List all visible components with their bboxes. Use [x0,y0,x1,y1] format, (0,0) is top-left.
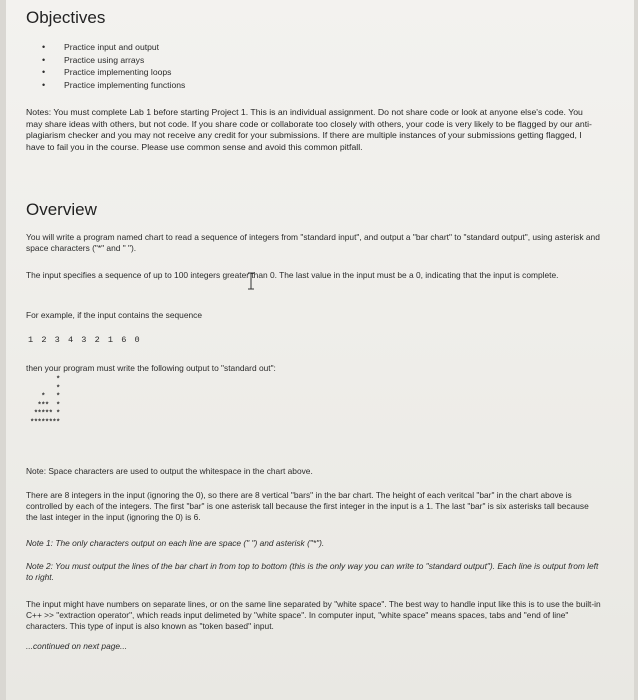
output-intro: then your program must write the following output to "standard out": [26,363,276,373]
overview-intro: You will write a program named chart to read a sequence of integers from "standard input", and output a "bar chart" to "standard output", using asterisk and space characters ("*" and " "). [26,232,600,254]
explanation-paragraph: There are 8 integers in the input (ignoring the 0), so there are 8 vertical "bars" in the bar chart. The height of each veritcal "bar" in the chart above is controlled by each of the integers. The first "bar" is one asterisk tall because the first integer in the input is a 1. The last "bar" is six asterisks tall because the last integer in the input (ignoring the 0) is 6. [26,490,589,523]
objective-item: • Practice using arrays [42,54,185,67]
objectives-heading: Objectives [26,8,106,27]
note-space: Note: Space characters are used to output the whitespace in the chart above. [26,466,313,476]
bar-chart-output: * * * * *** * ***** * ******** [30,376,60,427]
continued-note: ...continued on next page... [26,641,128,651]
overview-heading: Overview [26,200,97,219]
text-cursor-icon [246,272,256,290]
objective-item: • Practice input and output [42,41,185,54]
note-2: Note 2: You must output the lines of the bar chart in from top to bottom (this is the only way you can write to "standard output"). Each line is output from left to right. [26,561,599,583]
objective-item: • Practice implementing functions [42,79,185,92]
input-whitespace-paragraph: The input might have numbers on separate lines, or on the same line separated by "white space". The best way to handle input like this is to use the built-in C++ >> "extraction operator", which reads input delimeted by "white space". In computer input, "white space" means spaces, tabs and "end of line" characters. This type of input is also known as "token based" input. [26,599,601,632]
notes-paragraph: Notes: You must complete Lab 1 before starting Project 1. This is an individual assignment. Do not share code or look at anyone else's code. You may share ideas with others, but not code. If you share code or collaborate too closely with others, your code is very likely to be flagged by our anti-plagiarism checker and you may not receive any credit for your submissions. If there are multiple instances of your submissions getting flagged, I have to fail you in the course. Please use common sense and avoid this common pitfall. [26,107,592,152]
example-intro: For example, if the input contains the sequence [26,310,202,320]
objective-item: • Practice implementing loops [42,66,185,79]
input-spec-paragraph: The input specifies a sequence of up to 100 integers greater than 0. The last value in the input must be a 0, indicating that the input is complete. [26,270,559,280]
objectives-list [42,41,185,91]
note-1: Note 1: The only characters output on each line are space (" ") and asterisk ("*"). [26,538,325,548]
example-sequence: 1 2 3 4 3 2 1 6 0 [28,335,142,345]
document-page [6,0,634,700]
